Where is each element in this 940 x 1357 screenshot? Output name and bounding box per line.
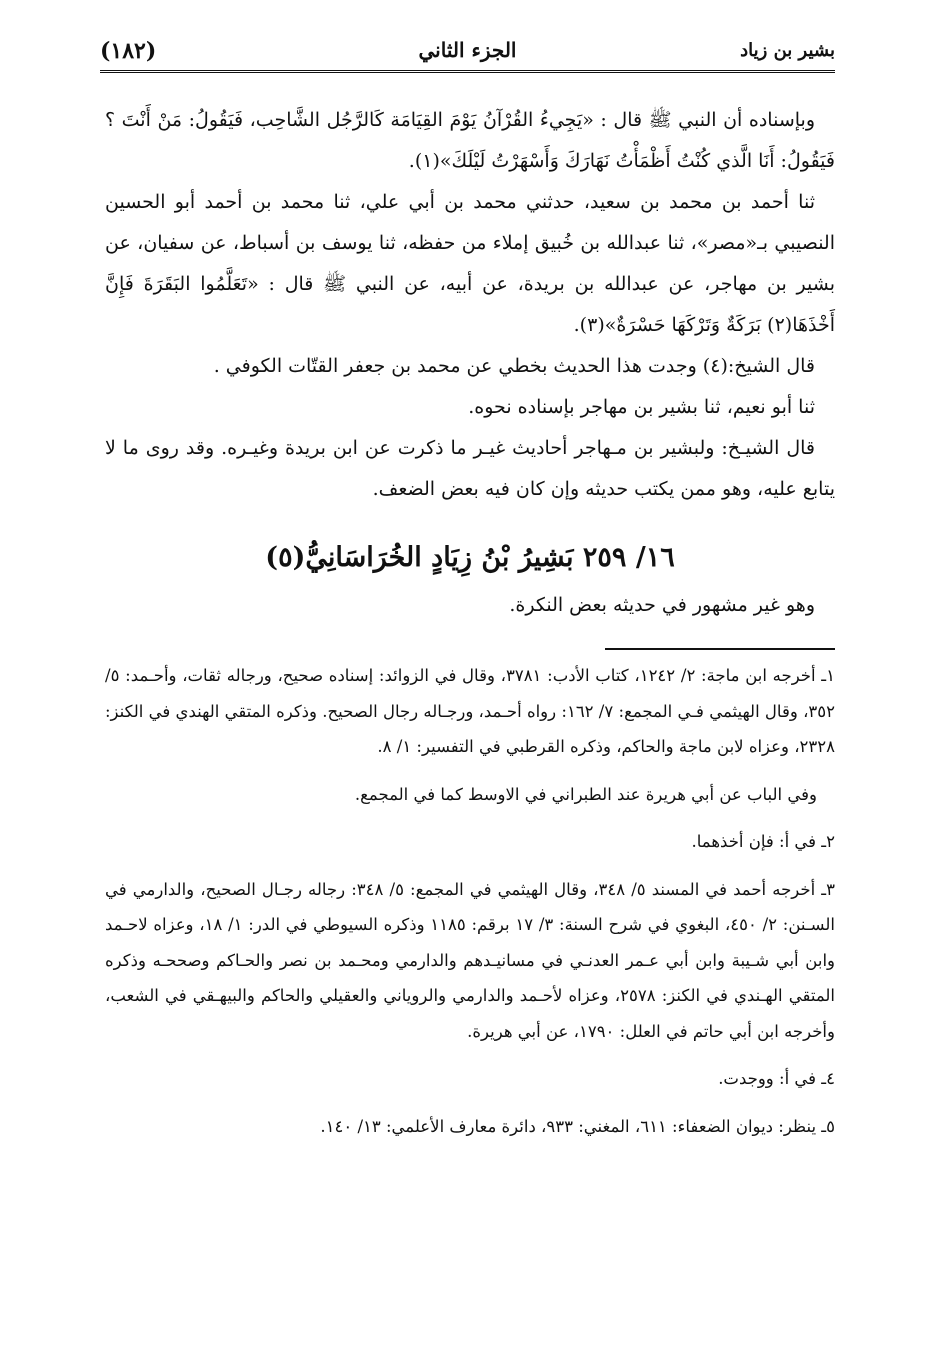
footnote-divider <box>605 648 835 650</box>
paragraph-sheikh-assessment: قال الشيـخ: ولبشير بن مـهاجر أحاديث غيـر ما ذكرت عن ابن بريدة وغيـره. وقد روى ما لا يتابع عليه، وهو ممن يكتب حديثه وإن كان فيه بعض الضعف. <box>105 437 835 500</box>
footnote-1: ١ـ أخرجه ابن ماجة: ٢/ ١٢٤٢، كتاب الأدب: ٣٧٨١، وقال في الزوائد: إسناده صحيح، ورجاله ثقات، وأحـمد: ٥/ ٣٥٢، وقال الهيثمي فـي المجمع: ٧/ ١٦٢: رواه أحـمد، ورجـاله رجال الصحيح. وذكره المتقي الهندي في الكنز: ٢٣٢٨، وعزاه لابن ماجة والحاكم، وذكره القرطبي في التفسير: ١/ ٨. <box>105 666 835 756</box>
paragraph-hadith-2: ثنا أحمد بن محمد بن سعيد، حدثني محمد بن أبي علي، ثنا محمد بن أحمد أبو الحسين النصيبي بـ«مصر»، ثنا عبدالله بن خُبيق إملاء من حفظه، ثنا يوسف بن أسباط، عن سفيان، عن بشير بن مهاجر، عن عبدالله بن بريدة، عن أبيه، عن النبي ﷺ قال : «تَعَلَّمُوا البَقَرَةَ فَإِنَّ أَخْذَهَا(٢) بَرَكَةٌ وَتَرْكَهَا حَسْرَةٌ»(٣). <box>105 191 835 336</box>
running-head-entry: بشير بن زياد <box>740 40 835 61</box>
footnote-3: ٣ـ أخرجه أحمد في المسند ٥/ ٣٤٨، وقال الهيثمي في المجمع: ٥/ ٣٤٨: رجاله رجـال الصحيح، والدارمي في السـنن: ٢/ ٤٥٠، البغوي في شرح السنة: ٣/ ١٧ برقم: ١١٨٥ وذكره السيوطي في الدر: ١/ ١٨، وعزاه لاحـمد وابن أبي شـيبة وابن أبي عـمر العدنـي في مسانيـدهم والدارمي ومحـمد بن نصر والحـاكم وصححـه وذكره المتقي الهـندي في الكنز: ٢٥٧٨، وعزاه لأحـمد والدارمي والروياني والعقيلي والحاكم والبيهـقي في الشعب، وأخرجه ابن أبي حاتم في العلل: ١٧٩٠، عن أبي هريرة. <box>105 879 836 1041</box>
part-title: الجزء الثاني <box>418 38 517 62</box>
footnote-4: ٤ـ في أ: ووجدت. <box>718 1069 835 1088</box>
entry-text: وهو غير مشهور في حديثه بعض النكرة. <box>509 594 815 616</box>
entry-heading-text: ١٦/ ٢٥٩ بَشِيرُ بْنُ زِيَادٍ الخُرَاسَانِيُّ(٥) <box>265 542 675 573</box>
paragraph-sheikh-note: قال الشيخ:(٤) وجدت هذا الحديث بخطي عن محمد بن جعفر القتّات الكوفي . <box>213 355 815 377</box>
main-text <box>105 100 835 510</box>
entry-heading <box>105 538 835 578</box>
footnote-1-extra: وفي الباب عن أبي هريرة عند الطبراني في الاوسط كما في المجمع. <box>354 784 817 804</box>
footnotes <box>105 658 835 1156</box>
footnote-5: ٥ـ ينظر: ديوان الضعفاء: ٦١١، المغني: ٩٣٣، دائرة معارف الأعلمي: ١٣/ ١٤٠. <box>320 1116 835 1136</box>
footnote-2: ٢ـ في أ: فإن أخذهما. <box>691 832 835 851</box>
paragraph-chain: ثنا أبو نعيم، ثنا بشير بن مهاجر بإسناده نحوه. <box>468 396 815 418</box>
page-number: (١٨٢) <box>100 38 157 64</box>
paragraph-hadith-1: وبإسناده أن النبي ﷺ قال : «يَجِيءُ القُرْآنُ يَوْمَ القِيَامَة كَالرَّجُل الشَّاحِب، فَيَقُولُ: مَنْ أَنْتَ ؟ فَيَقُولُ: أَنَا الَّذي كُنْتُ أَظْمَأْتُ نَهَارَكَ وَأَسْهَرْتُ لَيْلَكَ»(١). <box>105 109 835 172</box>
page-header <box>100 30 835 73</box>
